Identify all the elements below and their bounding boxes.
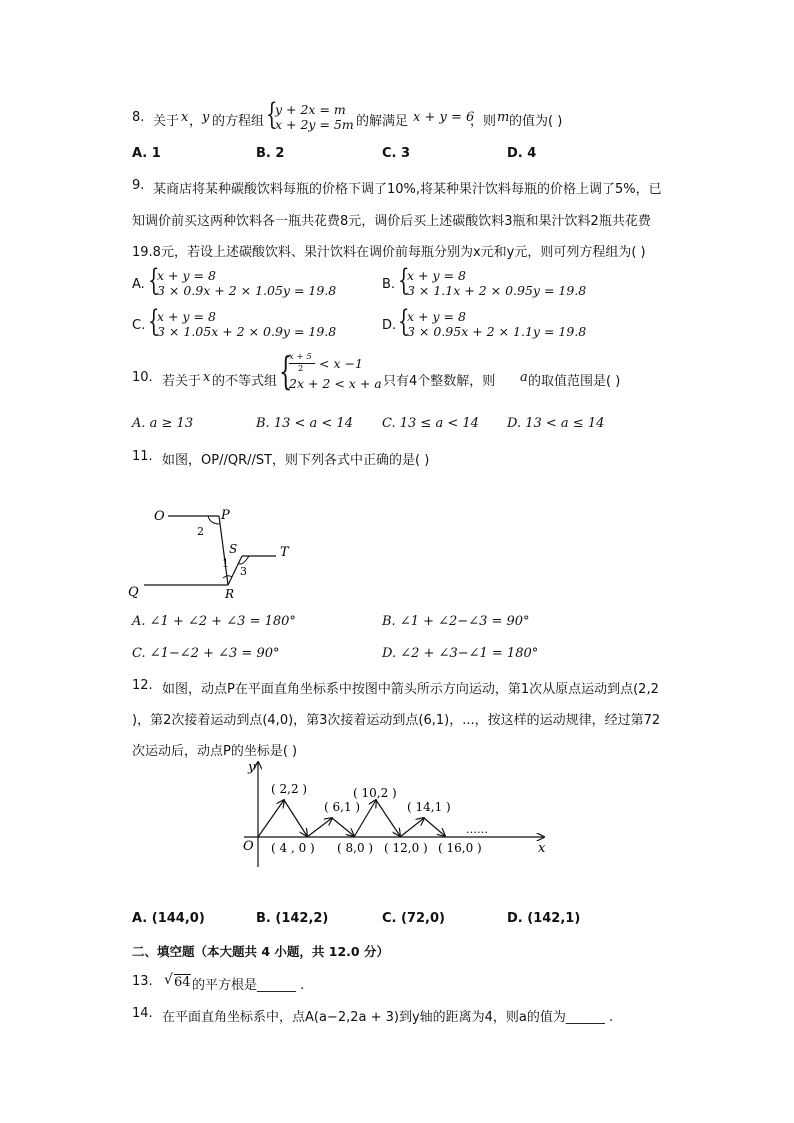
q9-option-d-line-2: 3 × 0.95x + 2 × 1.1y = 19.8 <box>407 324 587 339</box>
q10-text-b: 的不等式组 <box>212 374 278 389</box>
label-s: S <box>229 542 238 556</box>
q12-line-3: 次运动后，动点P的坐标是( ) <box>132 744 298 759</box>
q10-text-d: 的取值范围是( ) <box>528 374 621 389</box>
q8-system-line-2: x + 2y = 5m <box>275 117 354 132</box>
q8-text-c: 的解满足 <box>356 114 409 129</box>
brace-icon: { <box>266 97 278 132</box>
q13-radicand: 64 <box>174 975 191 990</box>
brace-icon: { <box>148 263 160 298</box>
q8-option-c: C. 3 <box>382 146 411 161</box>
q13-text: 的平方根是______ . <box>192 978 305 993</box>
q8-option-b: B. 2 <box>256 146 285 161</box>
q11-number: 11. <box>132 449 153 464</box>
q10-option-c: C. 13 ≤ a < 14 <box>382 416 479 431</box>
step-1-arrow <box>258 800 284 837</box>
q12-option-b: B. (142,2) <box>256 911 329 926</box>
q10-option-b: B. 13 < a < 14 <box>256 416 353 431</box>
q12-option-c: C. (72,0) <box>382 911 445 926</box>
q9-option-c-label: C. <box>132 318 146 333</box>
q8-option-a: A. 1 <box>132 146 161 161</box>
q9-option-a-line-1: x + y = 8 <box>157 268 216 283</box>
step-3-arrow <box>307 818 332 837</box>
q10-inequality-1: < x −1 <box>319 356 363 371</box>
brace-icon: { <box>398 304 410 339</box>
step-6-arrow <box>376 800 400 836</box>
q10-text-c: 只有4个整数解，则 <box>383 374 496 389</box>
q8-var-y: y <box>202 110 210 125</box>
step-2-arrow <box>284 800 307 836</box>
q12-number: 12. <box>132 678 153 693</box>
q9-option-a-line-2: 3 × 0.9x + 2 × 1.05y = 19.8 <box>157 283 337 298</box>
label-angle-2: 2 <box>197 525 204 538</box>
q9-option-b-label: B. <box>382 277 396 292</box>
q9-option-b-line-2: 3 × 1.1x + 2 × 0.95y = 19.8 <box>407 283 587 298</box>
ellipsis: …… <box>466 823 488 836</box>
label-point-4-0: ( 4 , 0 ) <box>271 841 315 855</box>
label-angle-3: 3 <box>240 565 247 578</box>
label-point-12-0: ( 12,0 ) <box>384 841 428 855</box>
q11-parallel-lines-figure <box>124 500 304 605</box>
brace-icon: { <box>398 263 410 298</box>
q8-condition: x + y = 6 <box>413 110 475 125</box>
label-point-10-2: ( 10,2 ) <box>353 786 397 800</box>
label-q: Q <box>128 585 139 600</box>
q9-option-a-label: A. <box>132 277 145 292</box>
q11-option-a: A. ∠1 + ∠2 + ∠3 = 180° <box>132 614 296 629</box>
q8-text-b: 的方程组 <box>212 114 265 129</box>
label-p: P <box>221 508 230 523</box>
q8-text-e: 的值为( ) <box>509 114 563 129</box>
sqrt-icon: √ <box>164 972 173 988</box>
q8-var-m: m <box>497 110 510 125</box>
q10-option-a: A. a ≥ 13 <box>132 416 194 431</box>
q12-option-a: A. (144,0) <box>132 911 205 926</box>
label-angle-1: 1 <box>222 557 229 570</box>
q14-text: 在平面直角坐标系中，点A(a−2,2a + 3)到y轴的距离为4，则a的值为______ . <box>162 1010 614 1025</box>
brace-icon: { <box>148 304 160 339</box>
q9-number: 9. <box>132 178 145 193</box>
q11-text: 如图，OP//QR//ST，则下列各式中正确的是( ) <box>162 453 430 468</box>
q12-coordinate-figure <box>236 756 556 868</box>
q8-text-d: ，则 <box>470 114 497 129</box>
q9-line-3: 19.8元，若设上述碳酸饮料、果汁饮料在调价前每瓶分别为x元和y元，则可列方程组为( ) <box>132 245 646 260</box>
step-8-arrow <box>424 818 445 836</box>
q10-var-x: x <box>203 370 211 385</box>
label-point-16-0: ( 16,0 ) <box>438 841 482 855</box>
section-2-title: 二、填空题（本大题共 4 小题，共 12.0 分） <box>132 944 389 959</box>
label-origin: O <box>243 839 254 854</box>
q11-option-c: C. ∠1−∠2 + ∠3 = 90° <box>132 646 280 661</box>
q9-line-1: 某商店将某种碳酸饮料每瓶的价格下调了10%,将某种果汁饮料每瓶的价格上调了5%，已 <box>153 182 662 197</box>
q10-var-a: a <box>520 370 528 385</box>
label-t: T <box>280 545 289 560</box>
q9-line-2: 知调价前买这两种饮料各一瓶共花费8元，调价后买上述碳酸饮料3瓶和果汁饮料2瓶共花费 <box>132 214 651 229</box>
q10-fraction-denominator: 2 <box>298 364 304 374</box>
q9-option-c-line-2: 3 × 1.05x + 2 × 0.9y = 19.8 <box>157 324 337 339</box>
q8-comma: ， <box>189 114 203 129</box>
q12-line-2: )，第2次接着运动到点(4,0)，第3次接着运动到点(6,1)，...，按这样的运动规律，经过第72 <box>132 713 661 728</box>
q8-number: 8. <box>132 110 145 125</box>
label-point-8-0: ( 8,0 ) <box>337 841 374 855</box>
label-r: R <box>225 587 235 601</box>
step-4-arrow <box>332 818 354 836</box>
q10-option-d: D. 13 < a ≤ 14 <box>507 416 605 431</box>
q14-number: 14. <box>132 1006 153 1021</box>
q9-option-b-line-1: x + y = 8 <box>407 268 466 283</box>
q10-fraction-numerator: x + 5 <box>289 352 312 362</box>
brace-icon: { <box>279 349 293 393</box>
line-pr <box>219 516 228 585</box>
q9-option-d-label: D. <box>382 318 397 333</box>
q10-number: 10. <box>132 370 153 385</box>
q11-option-d: D. ∠2 + ∠3−∠1 = 180° <box>382 646 539 661</box>
label-o: O <box>154 509 165 524</box>
label-point-14-1: ( 14,1 ) <box>407 800 451 814</box>
q12-option-d: D. (142,1) <box>507 911 581 926</box>
q10-inequality-2: 2x + 2 < x + a <box>289 376 382 391</box>
q8-var-x: x <box>181 110 189 125</box>
step-7-arrow <box>400 818 424 837</box>
q8-option-d: D. 4 <box>507 146 537 161</box>
q8-text-a: 关于 <box>153 114 180 129</box>
q8-system-line-1: y + 2x = m <box>275 102 346 117</box>
q9-option-c-line-1: x + y = 8 <box>157 309 216 324</box>
label-y: y <box>248 760 256 775</box>
q10-inequality-system <box>279 349 389 394</box>
label-point-2-2: ( 2,2 ) <box>271 782 308 796</box>
label-x: x <box>538 841 546 856</box>
q12-line-1: 如图，动点P在平面直角坐标系中按图中箭头所示方向运动，第1次从原点运动到点(2,2 <box>162 682 659 697</box>
q9-option-d-line-1: x + y = 8 <box>407 309 466 324</box>
q10-text-a: 若关于 <box>162 374 202 389</box>
q13-number: 13. <box>132 974 153 989</box>
q11-option-b: B. ∠1 + ∠2−∠3 = 90° <box>382 614 530 629</box>
angle-2-arc <box>208 516 220 524</box>
label-point-6-1: ( 6,1 ) <box>324 800 361 814</box>
